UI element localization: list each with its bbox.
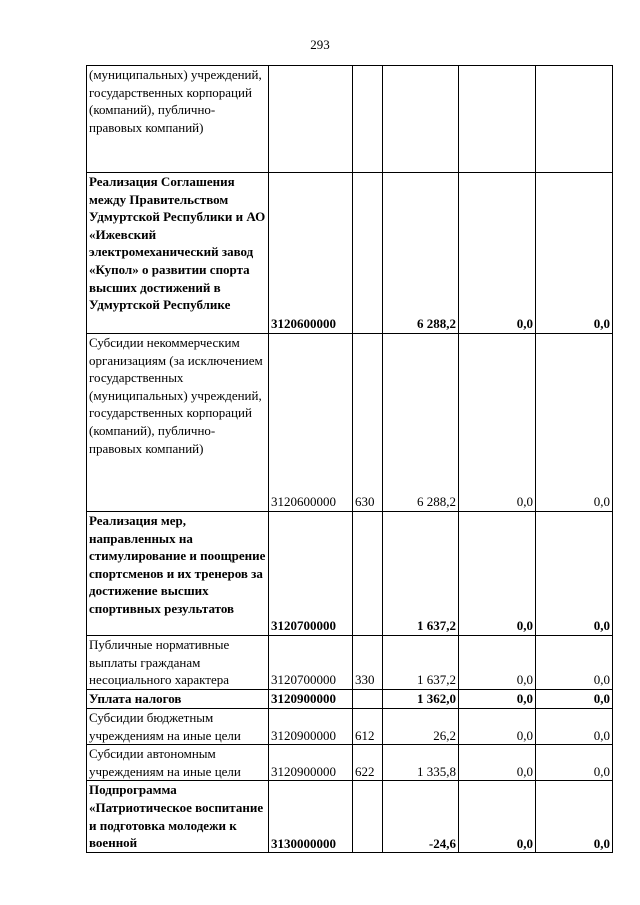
row-value-2: 0,0: [459, 690, 536, 709]
row-value-1: 6 288,2: [383, 334, 459, 512]
row-code: 3120900000: [269, 709, 353, 745]
row-value-3: 0,0: [536, 636, 613, 690]
row-value-2: [459, 66, 536, 173]
table-row: [87, 709, 613, 745]
row-value-3: 0,0: [536, 512, 613, 636]
table-row: [87, 173, 613, 334]
row-name: Субсидии автономным учреждениям на иные цели: [87, 745, 269, 781]
row-name: Субсидии некоммерческим организациям (за исключением государственных (муниципальных) учреждений, государственных корпораций (компаний), публично-правовых компаний): [87, 334, 269, 512]
row-value-3: 0,0: [536, 745, 613, 781]
row-value-1: 1 637,2: [383, 512, 459, 636]
row-vr: [353, 66, 383, 173]
row-value-1: 6 288,2: [383, 173, 459, 334]
row-name: Уплата налогов: [87, 690, 269, 709]
row-code: 3130000000: [269, 781, 353, 853]
row-vr: [353, 512, 383, 636]
row-code: 3120900000: [269, 690, 353, 709]
row-value-1: -24,6: [383, 781, 459, 853]
row-value-2: 0,0: [459, 709, 536, 745]
row-name: (муниципальных) учреждений, государственных корпораций (компаний), публично-правовых компаний): [87, 66, 269, 173]
row-vr: [353, 173, 383, 334]
table-row: [87, 334, 613, 512]
row-value-3: 0,0: [536, 709, 613, 745]
row-value-2: 0,0: [459, 334, 536, 512]
row-value-1: 1 362,0: [383, 690, 459, 709]
row-value-2: 0,0: [459, 636, 536, 690]
row-value-1: [383, 66, 459, 173]
row-name: Субсидии бюджетным учреждениям на иные цели: [87, 709, 269, 745]
row-code: 3120600000: [269, 173, 353, 334]
row-vr: 612: [353, 709, 383, 745]
row-value-1: 1 637,2: [383, 636, 459, 690]
row-name: Публичные нормативные выплаты гражданам несоциального характера: [87, 636, 269, 690]
page-number: 293: [310, 37, 330, 52]
row-code: 3120600000: [269, 334, 353, 512]
row-value-3: 0,0: [536, 690, 613, 709]
row-vr: [353, 781, 383, 853]
row-value-1: 26,2: [383, 709, 459, 745]
row-value-2: 0,0: [459, 512, 536, 636]
row-name: Подпрограмма «Патриотическое воспитание и подготовка молодежи к военной: [87, 781, 269, 853]
row-value-2: 0,0: [459, 781, 536, 853]
row-name: Реализация мер, направленных на стимулирование и поощрение спортсменов и их тренеров за достижение высших спортивных результатов: [87, 512, 269, 636]
table-row: [87, 745, 613, 781]
table-row: [87, 690, 613, 709]
budget-table: [86, 65, 613, 853]
row-vr: 622: [353, 745, 383, 781]
row-vr: 630: [353, 334, 383, 512]
row-code: 3120900000: [269, 745, 353, 781]
table-row: [87, 636, 613, 690]
row-value-1: 1 335,8: [383, 745, 459, 781]
row-vr: [353, 690, 383, 709]
row-name: Реализация Соглашения между Правительством Удмуртской Республики и АО «Ижевский электромеханический завод «Купол» о развитии спорта высших достижений в Удмуртской Республике: [87, 173, 269, 334]
table-row: [87, 781, 613, 853]
row-value-2: 0,0: [459, 745, 536, 781]
row-value-3: [536, 66, 613, 173]
table-row: [87, 66, 613, 173]
row-value-3: 0,0: [536, 334, 613, 512]
table-row: [87, 512, 613, 636]
row-value-3: 0,0: [536, 173, 613, 334]
row-value-2: 0,0: [459, 173, 536, 334]
row-vr: 330: [353, 636, 383, 690]
row-value-3: 0,0: [536, 781, 613, 853]
row-code: 3120700000: [269, 512, 353, 636]
row-code: [269, 66, 353, 173]
row-code: 3120700000: [269, 636, 353, 690]
